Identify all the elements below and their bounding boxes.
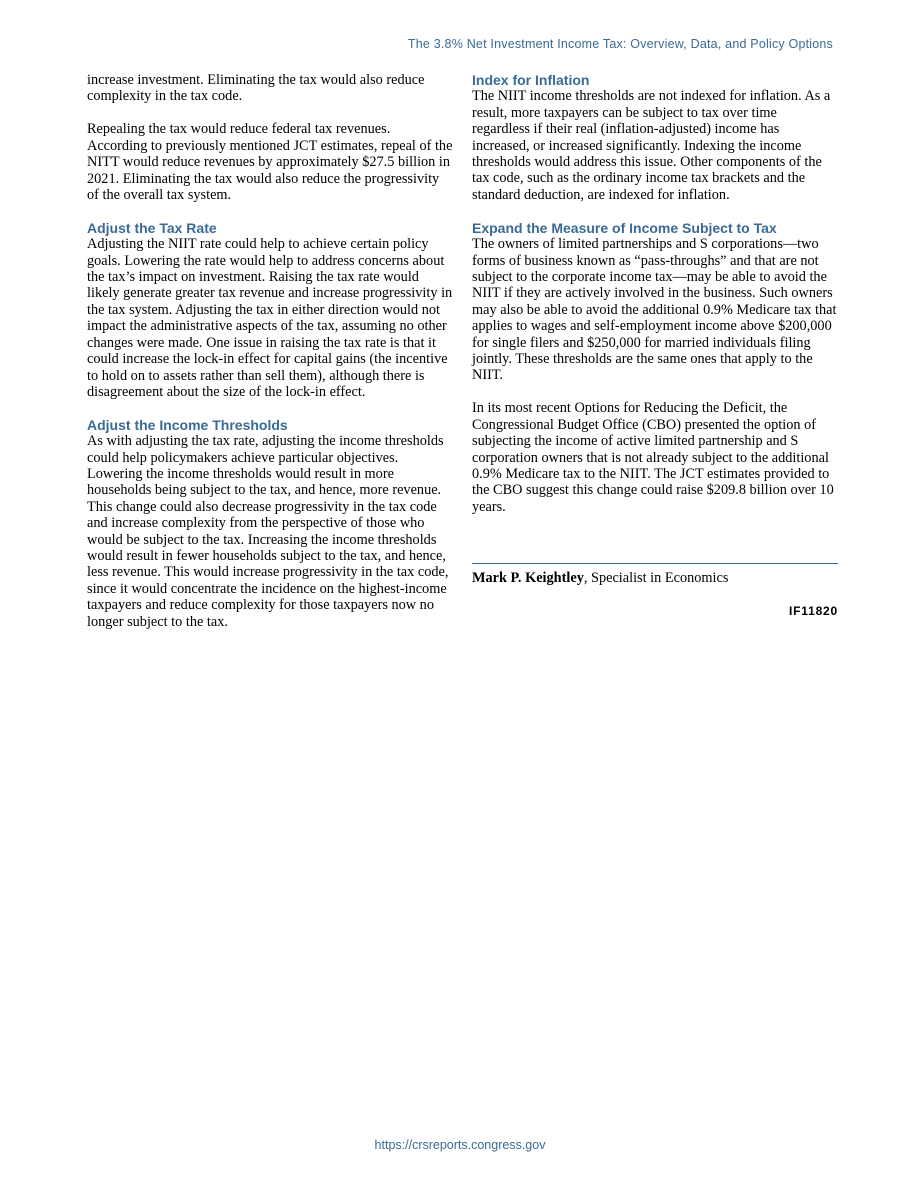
paragraph-index-for-inflation: The NIIT income thresholds are not indexed for inflation. As a result, more taxpayers can be subject to tax over time regardless if their real (inflation-adjusted) income has increased, or increased significantly. Indexing the income thresholds would address this issue. Other components of the tax code, such as the ordinary income tax brackets and the standard deduction, are indexed for inflation.	[472, 88, 831, 203]
left-column	[87, 72, 453, 647]
paragraph-adjust-income-thresholds: As with adjusting the tax rate, adjusting the income thresholds could help policymakers achieve particular objectives. Lowering the income thresholds would result in more households being subject to the tax, and hence, more revenue. This change could also decrease progressivity in the tax code and increase complexity from the perspective of those who would be subject to the tax. Increasing the income thresholds would result in fewer households subject to the tax, and hence, less revenue. This would increase progressivity in the tax code, since it would concentrate the incidence on the highest-income taxpayers and reduce complexity for those taxpayers now no longer subject to the tax.	[87, 433, 449, 630]
report-id: IF11820	[789, 604, 838, 619]
author-title: , Specialist in Economics	[583, 570, 729, 587]
author-divider	[472, 563, 838, 564]
paragraph-expand-income-measure: The owners of limited partnerships and S corporations—two forms of business known as “pass-throughs” and that are not subject to the corporate income tax—may be able to avoid the NIIT if they are actively involved in the business. Such owners may also be able to avoid the additional 0.9% Medicare tax that applies to wages and self-employment income above $200,000 for single filers and $250,000 for married individuals filing jointly. These thresholds are the same ones that apply to the NIIT.	[472, 236, 837, 384]
running-header-title: The 3.8% Net Investment Income Tax: Overview, Data, and Policy Options	[407, 37, 833, 51]
author-name: Mark P. Keightley	[472, 570, 584, 587]
heading-adjust-income-thresholds: Adjust the Income Thresholds	[87, 416, 288, 433]
heading-adjust-tax-rate: Adjust the Tax Rate	[87, 219, 217, 236]
paragraph-cbo-option: In its most recent Options for Reducing the Deficit, the Congressional Budget Office (CBO) presented the option of subjecting the income of active limited partnership and S corporation owners that is not already subject to the additional 0.9% Medicare tax to the NIIT. The JCT estimates provided to the CBO suggest this change could raise $209.8 billion over 10 years.	[472, 400, 834, 515]
footer-url-link[interactable]: https://crsreports.congress.gov	[374, 1138, 546, 1152]
right-column	[472, 72, 838, 619]
heading-index-for-inflation: Index for Inflation	[472, 72, 590, 88]
paragraph-continued: increase investment. Eliminating the tax would also reduce complexity in the tax code.	[87, 72, 425, 105]
author-line	[472, 570, 838, 586]
heading-expand-income-measure: Expand the Measure of Income Subject to Tax	[472, 219, 777, 236]
paragraph-repeal: Repealing the tax would reduce federal tax revenues. According to previously mentioned JCT estimates, repeal of the NITT would reduce revenues by approximately $27.5 billion in 2021. Eliminating the tax would also reduce the progressivity of the overall tax system.	[87, 121, 453, 203]
paragraph-adjust-tax-rate: Adjusting the NIIT rate could help to achieve certain policy goals. Lowering the rate would help to address concerns about the tax’s impact on investment. Raising the tax rate would likely generate greater tax revenue and increase progressivity in the tax system. Adjusting the tax in either direction would not impact the administrative aspects of the tax, assuming no other changes were made. One issue in raising the tax rate is that it could increase the lock-in effect for capital gains (the incentive to hold on to assets rather than sell them), although there is disagreement about the size of the lock-in effect.	[87, 236, 453, 400]
